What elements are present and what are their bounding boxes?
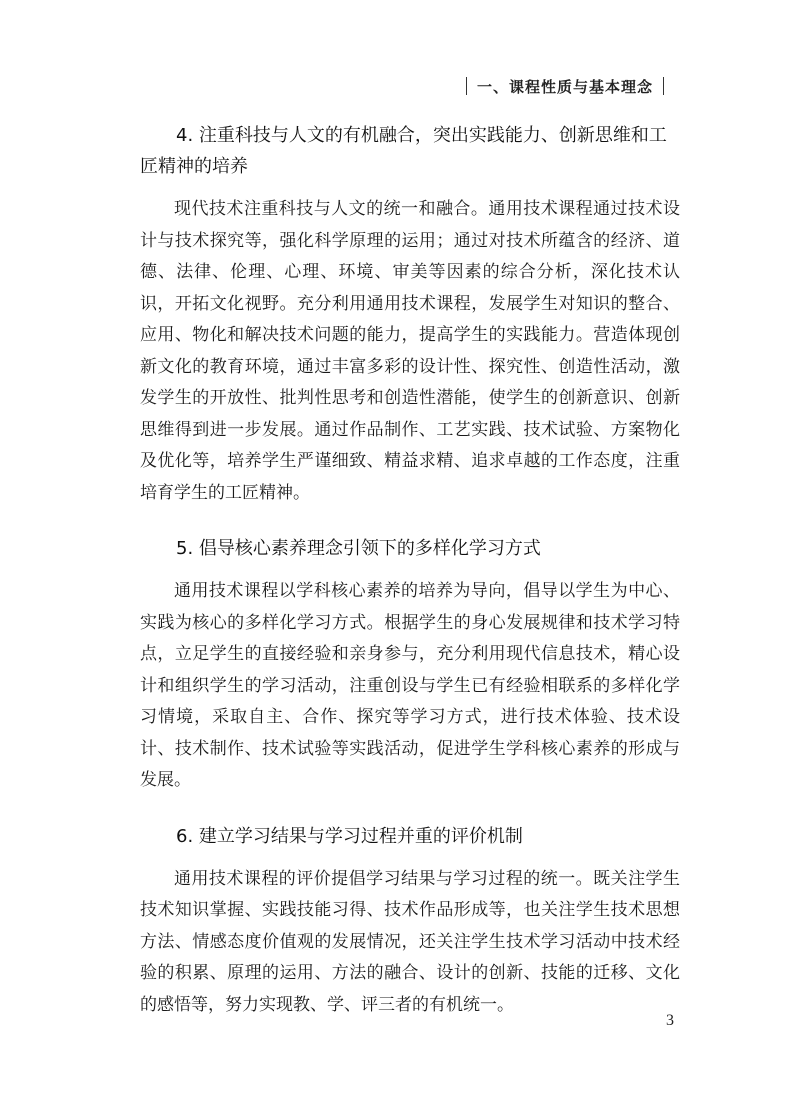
section-paragraph: 现代技术注重科技与人文的统一和融合。通用技术课程通过技术设计与技术探究等，强化科学原理的运用；通过对技术所蕴含的经济、道德、法律、伦理、心理、环境、审美等因素的综合分析，深化技术认识，开拓文化视野。充分利用通用技术课程，发展学生对知识的整合、应用、物化和解决技术问题的能力，提高学生的实践能力。营造体现创新文化的教育环境，通过丰富多彩的设计性、探究性、创造性活动，激发学生的开放性、批判性思考和创造性潜能，使学生的创新意识、创新思维得到进一步发展。通过作品制作、工艺实践、技术试验、方案物化及优化等，培养学生严谨细致、精益求精、追求卓越的工作态度，注重培育学生的工匠精神。 bbox=[140, 199, 680, 503]
section-heading: 6. 建立学习结果与学习过程并重的评价机制 bbox=[176, 825, 523, 847]
page-number: 3 bbox=[666, 1012, 674, 1029]
page-body bbox=[140, 120, 680, 1045]
section-6 bbox=[140, 821, 680, 1022]
section-heading: 4. 注重科技与人文的有机融合，突出实践能力、创新思维和工匠精神的培养 bbox=[140, 125, 667, 177]
section-4 bbox=[140, 120, 680, 509]
running-head-left-rule bbox=[466, 77, 467, 95]
running-head bbox=[456, 76, 674, 97]
section-paragraph: 通用技术课程的评价提倡学习结果与学习过程的统一。既关注学生技术知识掌握、实践技能习得、技术作品形成等，也关注学生技术思想方法、情感态度价值观的发展情况，还关注学生技术学习活动中技术经验的积累、原理的运用、方法的融合、设计的创新、技能的迁移、文化的感悟等，努力实现教、学、评三者的有机统一。 bbox=[140, 868, 680, 1015]
section-5 bbox=[140, 533, 680, 797]
running-head-right-rule bbox=[663, 77, 664, 95]
section-heading: 5. 倡导核心素养理念引领下的多样化学习方式 bbox=[176, 538, 541, 559]
running-head-title: 一、课程性质与基本理念 bbox=[476, 78, 653, 96]
section-paragraph: 通用技术课程以学科核心素养的培养为导向，倡导以学生为中心、实践为核心的多样化学习方式。根据学生的身心发展规律和技术学习特点，立足学生的直接经验和亲身参与，充分利用现代信息技术，精心设计和组织学生的学习活动，注重创设与学生已有经验相联系的多样化学习情境，采取自主、合作、探究等学习方式，进行技术体验、技术设计、技术制作、技术试验等实践活动，促进学生学科核心素养的形成与发展。 bbox=[140, 581, 680, 790]
